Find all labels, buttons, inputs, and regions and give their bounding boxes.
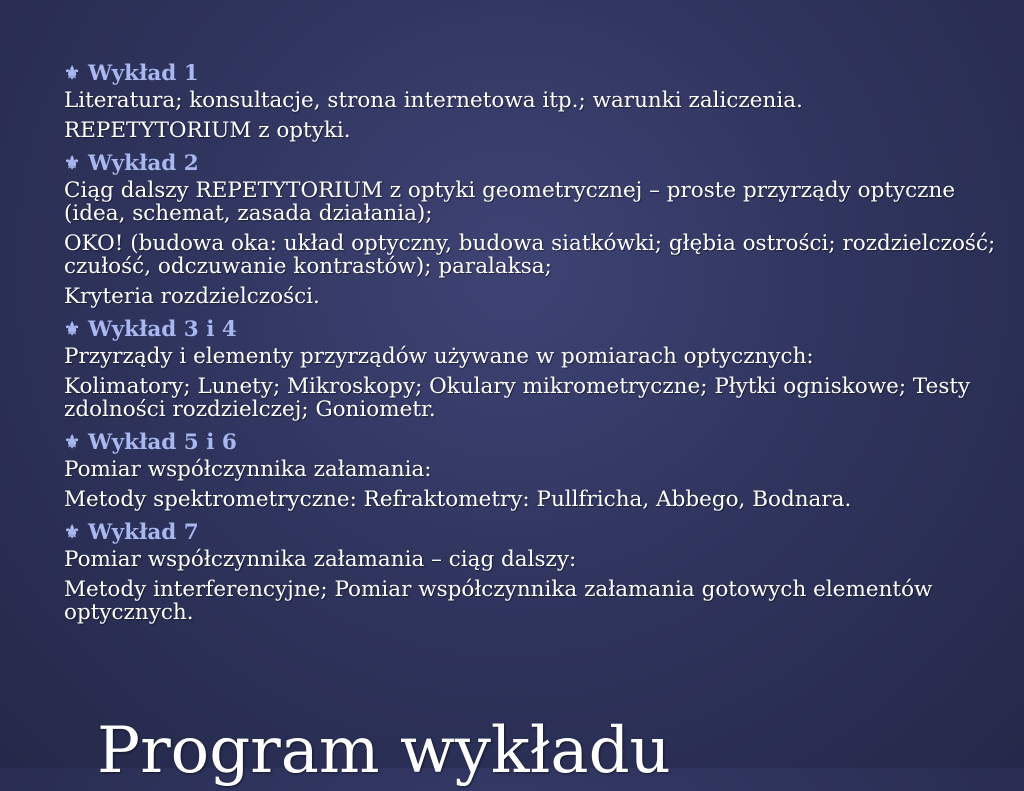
section-paragraph: Pomiar współczynnika załamania – ciąg dalszy: <box>64 547 577 572</box>
section-paragraph: Kryteria rozdzielczości. <box>64 284 320 309</box>
section-paragraph: REPETYTORIUM z optyki. <box>64 118 351 143</box>
section-heading-wyklad-5-6 <box>64 428 999 458</box>
section-heading-label: Wykład 1 <box>88 61 199 86</box>
section-paragraph: Kolimatory; Lunety; Mikroskopy; Okulary mikrometryczne; Płytki ogniskowe; Testy zdolności rozdzielczej; Goniometr. <box>64 374 971 422</box>
section-heading-wyklad-1 <box>64 59 999 89</box>
section-paragraph: Metody interferencyjne; Pomiar współczynnika załamania gotowych elementów optycznych. <box>64 577 933 625</box>
section-heading-label: Wykład 3 i 4 <box>88 317 237 342</box>
section-heading-label: Wykład 5 i 6 <box>88 430 237 455</box>
slide-title: Program wykładu <box>97 713 671 788</box>
fleur-de-lis-icon: ⚜ <box>64 432 81 453</box>
section-paragraph: Przyrządy i elementy przyrządów używane w pomiarach optycznych: <box>64 344 814 369</box>
section-paragraph: Literatura; konsultacje, strona internetowa itp.; warunki zaliczenia. <box>64 88 803 113</box>
section-heading-wyklad-2 <box>64 149 999 179</box>
section-paragraph: Metody spektrometryczne: Refraktometry: Pullfricha, Abbego, Bodnara. <box>64 487 852 512</box>
fleur-de-lis-icon: ⚜ <box>64 319 81 340</box>
section-heading-label: Wykład 7 <box>88 520 199 545</box>
fleur-de-lis-icon: ⚜ <box>64 63 81 84</box>
section-paragraph: Pomiar współczynnika załamania: <box>64 457 432 482</box>
fleur-de-lis-icon: ⚜ <box>64 153 81 174</box>
slide-content <box>64 59 999 631</box>
section-paragraph: OKO! (budowa oka: układ optyczny, budowa siatkówki; głębia ostrości; rozdzielczość; czułość, odczuwanie kontrastów); paralaksa; <box>64 231 996 279</box>
fleur-de-lis-icon: ⚜ <box>64 522 81 543</box>
section-heading-label: Wykład 2 <box>88 151 199 176</box>
section-heading-wyklad-7 <box>64 518 999 548</box>
section-heading-wyklad-3-4 <box>64 315 999 345</box>
section-paragraph: Ciąg dalszy REPETYTORIUM z optyki geometrycznej – proste przyrządy optyczne (idea, schemat, zasada działania); <box>64 178 956 226</box>
